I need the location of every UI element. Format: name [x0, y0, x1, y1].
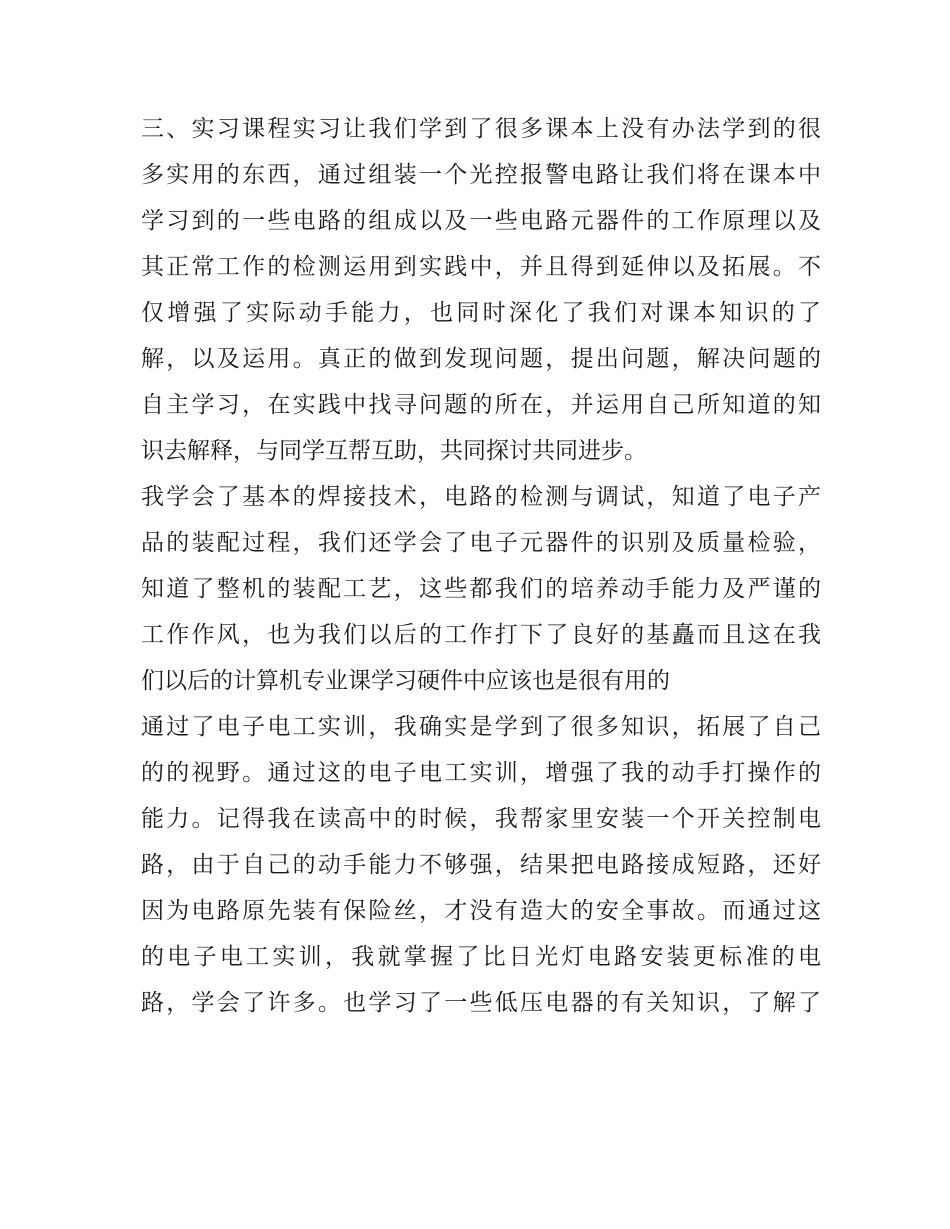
text-line: 其正常工作的检测运用到实践中，并且得到延伸以及拓展。不 — [141, 254, 821, 280]
text-line: 路，由于自己的动手能力不够强，结果把电路接成短路，还好 — [141, 852, 821, 878]
text-line: 仅增强了实际动手能力，也同时深化了我们对课本知识的了 — [141, 300, 821, 326]
paragraph-1 — [141, 106, 821, 474]
text-line: 自主学习，在实践中找寻问题的所在，并运用自己所知道的知 — [141, 392, 821, 418]
text-line: 学习到的一些电路的组成以及一些电路元器件的工作原理以及 — [141, 208, 821, 234]
text-line: 我学会了基本的焊接技术，电路的检测与调试，知道了电子产 — [141, 484, 821, 510]
text-line: 知道了整机的装配工艺，这些都我们的培养动手能力及严谨的 — [141, 576, 821, 602]
text-line: 品的装配过程，我们还学会了电子元器件的识别及质量检验， — [141, 530, 821, 556]
paragraph-2 — [141, 474, 821, 704]
document-body — [141, 106, 821, 1026]
paragraph-3 — [141, 704, 821, 1026]
text-line: 能力。记得我在读高中的时候，我帮家里安装一个开关控制电 — [141, 806, 821, 832]
text-line: 解，以及运用。真正的做到发现问题，提出问题，解决问题的 — [141, 346, 821, 372]
text-line: 的电子电工实训，我就掌握了比日光灯电路安装更标准的电 — [141, 944, 821, 970]
text-line: 们以后的计算机专业课学习硬件中应该也是很有用的 — [141, 668, 670, 694]
text-line: 识去解释，与同学互帮互助，共同探讨共同进步。 — [141, 438, 647, 464]
text-line: 路，学会了许多。也学习了一些低压电器的有关知识，了解了 — [141, 990, 821, 1016]
text-line: 多实用的东西，通过组装一个光控报警电路让我们将在课本中 — [141, 162, 821, 188]
text-line: 的的视野。通过这的电子电工实训，增强了我的动手打操作的 — [141, 760, 821, 786]
text-line: 通过了电子电工实训，我确实是学到了很多知识，拓展了自己 — [141, 714, 821, 740]
text-line: 工作作风，也为我们以后的工作打下了良好的基矗而且这在我 — [141, 622, 821, 648]
text-line: 三、实习课程实习让我们学到了很多课本上没有办法学到的很 — [141, 116, 821, 142]
text-line: 因为电路原先装有保险丝，才没有造大的安全事故。而通过这 — [141, 898, 821, 924]
